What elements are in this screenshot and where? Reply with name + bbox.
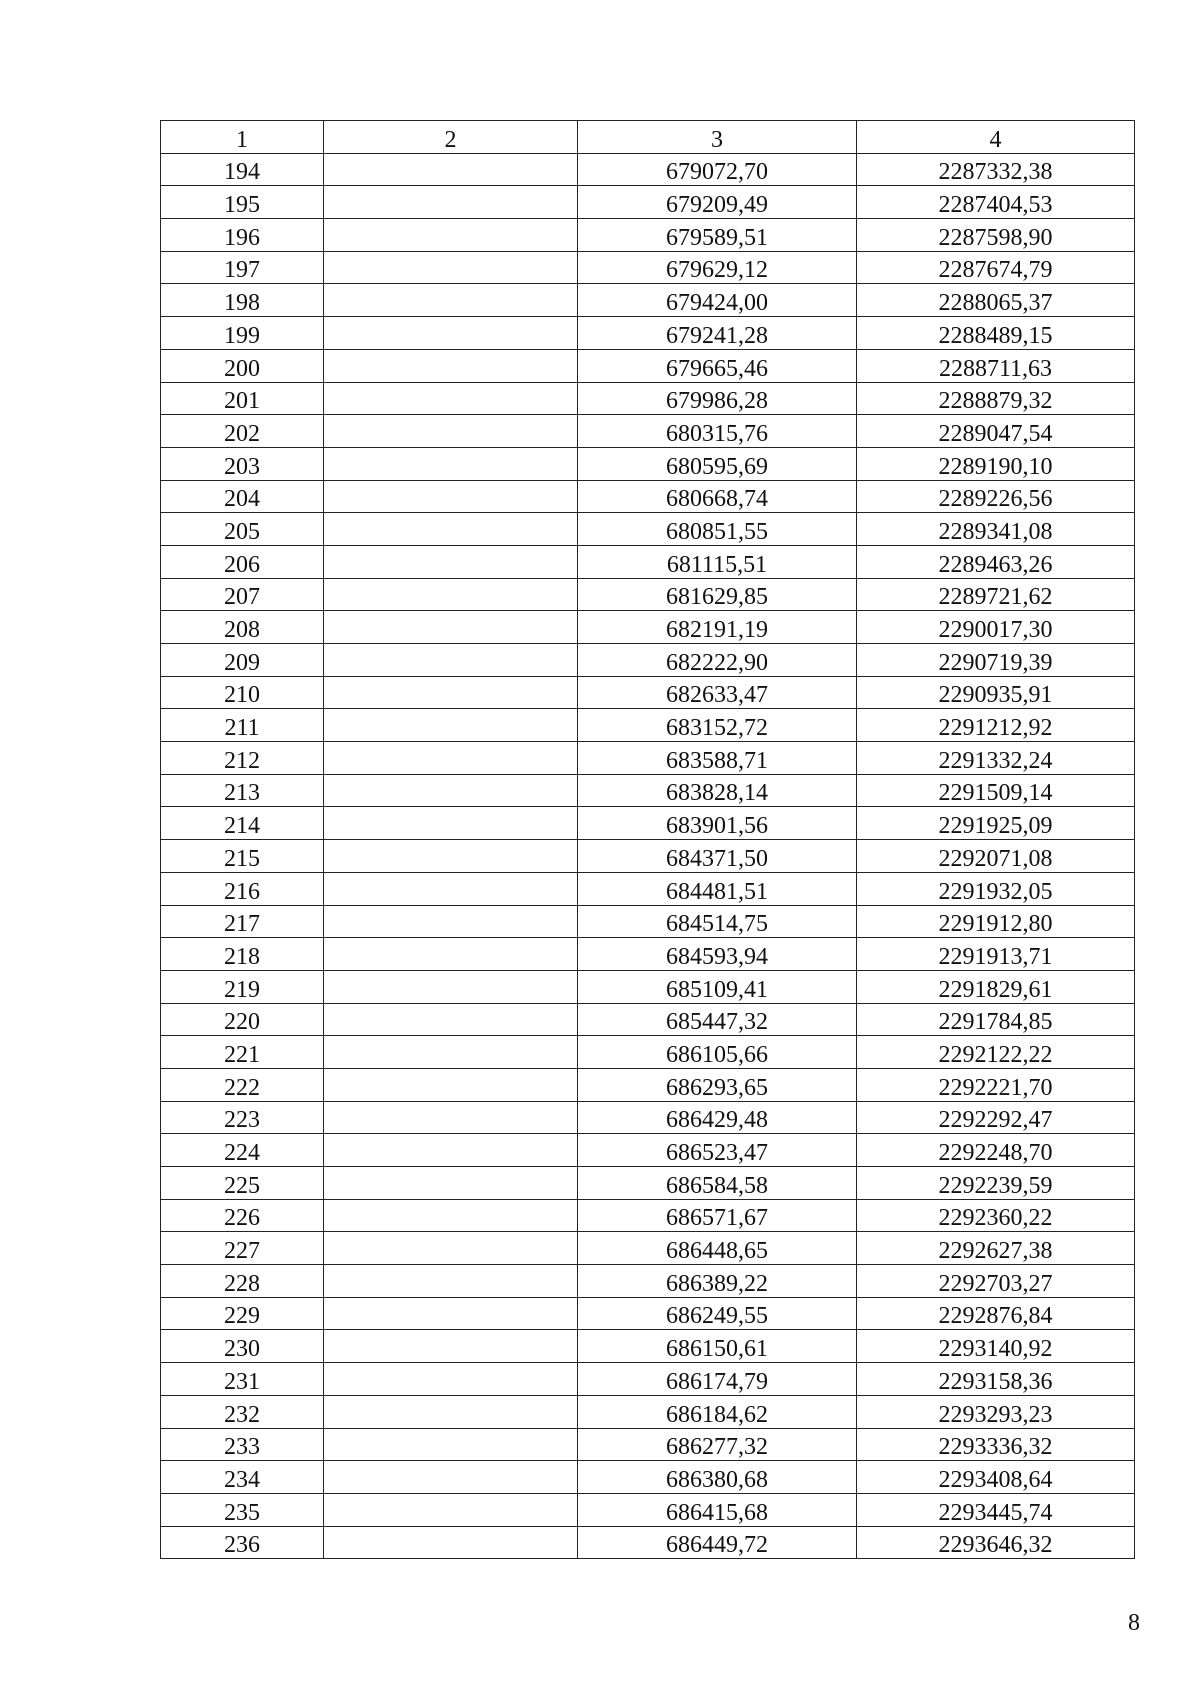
y-coordinate-cell: 2287404,53 bbox=[857, 186, 1135, 219]
x-coordinate-cell: 682222,90 bbox=[578, 644, 857, 677]
x-coordinate-cell: 686584,58 bbox=[578, 1167, 857, 1200]
point-number-cell: 210 bbox=[161, 676, 324, 709]
table-row bbox=[161, 676, 1135, 709]
point-number-cell: 225 bbox=[161, 1167, 324, 1200]
column-header-3: 3 bbox=[578, 121, 857, 154]
empty-cell bbox=[324, 1395, 578, 1428]
empty-cell bbox=[324, 317, 578, 350]
point-number-cell: 231 bbox=[161, 1363, 324, 1396]
x-coordinate-cell: 686293,65 bbox=[578, 1068, 857, 1101]
y-coordinate-cell: 2292292,47 bbox=[857, 1101, 1135, 1134]
empty-cell bbox=[324, 219, 578, 252]
table-row bbox=[161, 219, 1135, 252]
table-row bbox=[161, 872, 1135, 905]
table-row bbox=[161, 251, 1135, 284]
table-body bbox=[161, 153, 1135, 1559]
x-coordinate-cell: 684371,50 bbox=[578, 840, 857, 873]
y-coordinate-cell: 2289463,26 bbox=[857, 545, 1135, 578]
empty-cell bbox=[324, 644, 578, 677]
empty-cell bbox=[324, 1101, 578, 1134]
empty-cell bbox=[324, 1003, 578, 1036]
empty-cell bbox=[324, 774, 578, 807]
table-row bbox=[161, 1297, 1135, 1330]
point-number-cell: 201 bbox=[161, 382, 324, 415]
table-row bbox=[161, 644, 1135, 677]
table-row bbox=[161, 742, 1135, 775]
x-coordinate-cell: 686571,67 bbox=[578, 1199, 857, 1232]
point-number-cell: 209 bbox=[161, 644, 324, 677]
x-coordinate-cell: 681115,51 bbox=[578, 545, 857, 578]
y-coordinate-cell: 2288711,63 bbox=[857, 349, 1135, 382]
x-coordinate-cell: 686380,68 bbox=[578, 1461, 857, 1494]
point-number-cell: 224 bbox=[161, 1134, 324, 1167]
table-row bbox=[161, 513, 1135, 546]
x-coordinate-cell: 679986,28 bbox=[578, 382, 857, 415]
point-number-cell: 208 bbox=[161, 611, 324, 644]
y-coordinate-cell: 2289047,54 bbox=[857, 415, 1135, 448]
point-number-cell: 220 bbox=[161, 1003, 324, 1036]
table-row bbox=[161, 1330, 1135, 1363]
y-coordinate-cell: 2289341,08 bbox=[857, 513, 1135, 546]
point-number-cell: 235 bbox=[161, 1493, 324, 1526]
point-number-cell: 213 bbox=[161, 774, 324, 807]
y-coordinate-cell: 2292239,59 bbox=[857, 1167, 1135, 1200]
empty-cell bbox=[324, 1232, 578, 1265]
empty-cell bbox=[324, 872, 578, 905]
x-coordinate-cell: 679241,28 bbox=[578, 317, 857, 350]
point-number-cell: 211 bbox=[161, 709, 324, 742]
empty-cell bbox=[324, 578, 578, 611]
point-number-cell: 212 bbox=[161, 742, 324, 775]
table-row bbox=[161, 970, 1135, 1003]
x-coordinate-cell: 680315,76 bbox=[578, 415, 857, 448]
point-number-cell: 222 bbox=[161, 1068, 324, 1101]
empty-cell bbox=[324, 251, 578, 284]
y-coordinate-cell: 2292627,38 bbox=[857, 1232, 1135, 1265]
empty-cell bbox=[324, 970, 578, 1003]
y-coordinate-cell: 2292221,70 bbox=[857, 1068, 1135, 1101]
y-coordinate-cell: 2290017,30 bbox=[857, 611, 1135, 644]
empty-cell bbox=[324, 709, 578, 742]
y-coordinate-cell: 2293336,32 bbox=[857, 1428, 1135, 1461]
x-coordinate-cell: 686449,72 bbox=[578, 1526, 857, 1559]
x-coordinate-cell: 684481,51 bbox=[578, 872, 857, 905]
y-coordinate-cell: 2287674,79 bbox=[857, 251, 1135, 284]
x-coordinate-cell: 686429,48 bbox=[578, 1101, 857, 1134]
empty-cell bbox=[324, 415, 578, 448]
y-coordinate-cell: 2291925,09 bbox=[857, 807, 1135, 840]
table-row bbox=[161, 938, 1135, 971]
x-coordinate-cell: 686105,66 bbox=[578, 1036, 857, 1069]
y-coordinate-cell: 2288489,15 bbox=[857, 317, 1135, 350]
empty-cell bbox=[324, 938, 578, 971]
table-row bbox=[161, 480, 1135, 513]
empty-cell bbox=[324, 545, 578, 578]
y-coordinate-cell: 2293646,32 bbox=[857, 1526, 1135, 1559]
empty-cell bbox=[324, 1199, 578, 1232]
table-row bbox=[161, 186, 1135, 219]
y-coordinate-cell: 2289721,62 bbox=[857, 578, 1135, 611]
table-row bbox=[161, 1101, 1135, 1134]
y-coordinate-cell: 2291212,92 bbox=[857, 709, 1135, 742]
empty-cell bbox=[324, 742, 578, 775]
empty-cell bbox=[324, 1297, 578, 1330]
point-number-cell: 232 bbox=[161, 1395, 324, 1428]
point-number-cell: 202 bbox=[161, 415, 324, 448]
table-row bbox=[161, 709, 1135, 742]
table-row bbox=[161, 545, 1135, 578]
y-coordinate-cell: 2289226,56 bbox=[857, 480, 1135, 513]
y-coordinate-cell: 2292876,84 bbox=[857, 1297, 1135, 1330]
x-coordinate-cell: 679589,51 bbox=[578, 219, 857, 252]
table-row bbox=[161, 447, 1135, 480]
x-coordinate-cell: 683901,56 bbox=[578, 807, 857, 840]
table-row bbox=[161, 905, 1135, 938]
x-coordinate-cell: 683588,71 bbox=[578, 742, 857, 775]
point-number-cell: 230 bbox=[161, 1330, 324, 1363]
point-number-cell: 221 bbox=[161, 1036, 324, 1069]
y-coordinate-cell: 2287598,90 bbox=[857, 219, 1135, 252]
empty-cell bbox=[324, 611, 578, 644]
table-row bbox=[161, 807, 1135, 840]
point-number-cell: 199 bbox=[161, 317, 324, 350]
x-coordinate-cell: 680851,55 bbox=[578, 513, 857, 546]
point-number-cell: 233 bbox=[161, 1428, 324, 1461]
empty-cell bbox=[324, 807, 578, 840]
point-number-cell: 195 bbox=[161, 186, 324, 219]
table-row bbox=[161, 578, 1135, 611]
point-number-cell: 197 bbox=[161, 251, 324, 284]
empty-cell bbox=[324, 447, 578, 480]
point-number-cell: 228 bbox=[161, 1265, 324, 1298]
point-number-cell: 234 bbox=[161, 1461, 324, 1494]
y-coordinate-cell: 2290935,91 bbox=[857, 676, 1135, 709]
point-number-cell: 194 bbox=[161, 153, 324, 186]
empty-cell bbox=[324, 382, 578, 415]
y-coordinate-cell: 2292122,22 bbox=[857, 1036, 1135, 1069]
x-coordinate-cell: 683152,72 bbox=[578, 709, 857, 742]
y-coordinate-cell: 2293293,23 bbox=[857, 1395, 1135, 1428]
y-coordinate-cell: 2289190,10 bbox=[857, 447, 1135, 480]
x-coordinate-cell: 685109,41 bbox=[578, 970, 857, 1003]
y-coordinate-cell: 2288879,32 bbox=[857, 382, 1135, 415]
table-row bbox=[161, 1232, 1135, 1265]
empty-cell bbox=[324, 1265, 578, 1298]
x-coordinate-cell: 679209,49 bbox=[578, 186, 857, 219]
point-number-cell: 223 bbox=[161, 1101, 324, 1134]
x-coordinate-cell: 679424,00 bbox=[578, 284, 857, 317]
page-number: 8 bbox=[1128, 1610, 1140, 1636]
table-row bbox=[161, 1461, 1135, 1494]
y-coordinate-cell: 2292071,08 bbox=[857, 840, 1135, 873]
point-number-cell: 219 bbox=[161, 970, 324, 1003]
y-coordinate-cell: 2292703,27 bbox=[857, 1265, 1135, 1298]
table-row bbox=[161, 1134, 1135, 1167]
x-coordinate-cell: 686448,65 bbox=[578, 1232, 857, 1265]
x-coordinate-cell: 686150,61 bbox=[578, 1330, 857, 1363]
y-coordinate-cell: 2290719,39 bbox=[857, 644, 1135, 677]
empty-cell bbox=[324, 284, 578, 317]
x-coordinate-cell: 685447,32 bbox=[578, 1003, 857, 1036]
empty-cell bbox=[324, 1461, 578, 1494]
x-coordinate-cell: 680595,69 bbox=[578, 447, 857, 480]
table-row bbox=[161, 349, 1135, 382]
x-coordinate-cell: 686277,32 bbox=[578, 1428, 857, 1461]
y-coordinate-cell: 2291829,61 bbox=[857, 970, 1135, 1003]
point-number-cell: 218 bbox=[161, 938, 324, 971]
table-row bbox=[161, 774, 1135, 807]
table-row bbox=[161, 1003, 1135, 1036]
table-row bbox=[161, 611, 1135, 644]
x-coordinate-cell: 679072,70 bbox=[578, 153, 857, 186]
point-number-cell: 205 bbox=[161, 513, 324, 546]
y-coordinate-cell: 2291932,05 bbox=[857, 872, 1135, 905]
y-coordinate-cell: 2291912,80 bbox=[857, 905, 1135, 938]
x-coordinate-cell: 679665,46 bbox=[578, 349, 857, 382]
y-coordinate-cell: 2293408,64 bbox=[857, 1461, 1135, 1494]
y-coordinate-cell: 2287332,38 bbox=[857, 153, 1135, 186]
x-coordinate-cell: 686249,55 bbox=[578, 1297, 857, 1330]
table-row bbox=[161, 1395, 1135, 1428]
column-header-4: 4 bbox=[857, 121, 1135, 154]
table-row bbox=[161, 840, 1135, 873]
x-coordinate-cell: 686415,68 bbox=[578, 1493, 857, 1526]
table-row bbox=[161, 415, 1135, 448]
empty-cell bbox=[324, 1363, 578, 1396]
coordinates-table bbox=[160, 120, 1135, 1559]
x-coordinate-cell: 682191,19 bbox=[578, 611, 857, 644]
x-coordinate-cell: 686174,79 bbox=[578, 1363, 857, 1396]
x-coordinate-cell: 686523,47 bbox=[578, 1134, 857, 1167]
empty-cell bbox=[324, 1068, 578, 1101]
table-row bbox=[161, 1167, 1135, 1200]
table-row bbox=[161, 1493, 1135, 1526]
point-number-cell: 214 bbox=[161, 807, 324, 840]
y-coordinate-cell: 2293140,92 bbox=[857, 1330, 1135, 1363]
empty-cell bbox=[324, 905, 578, 938]
empty-cell bbox=[324, 1167, 578, 1200]
empty-cell bbox=[324, 513, 578, 546]
x-coordinate-cell: 679629,12 bbox=[578, 251, 857, 284]
point-number-cell: 200 bbox=[161, 349, 324, 382]
empty-cell bbox=[324, 1428, 578, 1461]
y-coordinate-cell: 2293158,36 bbox=[857, 1363, 1135, 1396]
table-row bbox=[161, 1363, 1135, 1396]
column-header-1: 1 bbox=[161, 121, 324, 154]
x-coordinate-cell: 684514,75 bbox=[578, 905, 857, 938]
table-header-row bbox=[161, 121, 1135, 154]
table-row bbox=[161, 317, 1135, 350]
point-number-cell: 229 bbox=[161, 1297, 324, 1330]
y-coordinate-cell: 2292248,70 bbox=[857, 1134, 1135, 1167]
table-row bbox=[161, 1526, 1135, 1559]
table-row bbox=[161, 1265, 1135, 1298]
point-number-cell: 215 bbox=[161, 840, 324, 873]
table-row bbox=[161, 1068, 1135, 1101]
point-number-cell: 196 bbox=[161, 219, 324, 252]
point-number-cell: 198 bbox=[161, 284, 324, 317]
y-coordinate-cell: 2291509,14 bbox=[857, 774, 1135, 807]
column-header-2: 2 bbox=[324, 121, 578, 154]
point-number-cell: 204 bbox=[161, 480, 324, 513]
point-number-cell: 217 bbox=[161, 905, 324, 938]
empty-cell bbox=[324, 1036, 578, 1069]
x-coordinate-cell: 686184,62 bbox=[578, 1395, 857, 1428]
x-coordinate-cell: 683828,14 bbox=[578, 774, 857, 807]
table-row bbox=[161, 1199, 1135, 1232]
table-row bbox=[161, 1036, 1135, 1069]
empty-cell bbox=[324, 1526, 578, 1559]
empty-cell bbox=[324, 480, 578, 513]
point-number-cell: 206 bbox=[161, 545, 324, 578]
y-coordinate-cell: 2291913,71 bbox=[857, 938, 1135, 971]
empty-cell bbox=[324, 349, 578, 382]
table-row bbox=[161, 284, 1135, 317]
empty-cell bbox=[324, 1493, 578, 1526]
point-number-cell: 226 bbox=[161, 1199, 324, 1232]
table-row bbox=[161, 382, 1135, 415]
y-coordinate-cell: 2293445,74 bbox=[857, 1493, 1135, 1526]
point-number-cell: 207 bbox=[161, 578, 324, 611]
point-number-cell: 203 bbox=[161, 447, 324, 480]
x-coordinate-cell: 680668,74 bbox=[578, 480, 857, 513]
table-row bbox=[161, 153, 1135, 186]
y-coordinate-cell: 2292360,22 bbox=[857, 1199, 1135, 1232]
y-coordinate-cell: 2291784,85 bbox=[857, 1003, 1135, 1036]
empty-cell bbox=[324, 840, 578, 873]
x-coordinate-cell: 681629,85 bbox=[578, 578, 857, 611]
table-row bbox=[161, 1428, 1135, 1461]
x-coordinate-cell: 686389,22 bbox=[578, 1265, 857, 1298]
x-coordinate-cell: 684593,94 bbox=[578, 938, 857, 971]
x-coordinate-cell: 682633,47 bbox=[578, 676, 857, 709]
y-coordinate-cell: 2291332,24 bbox=[857, 742, 1135, 775]
point-number-cell: 236 bbox=[161, 1526, 324, 1559]
point-number-cell: 227 bbox=[161, 1232, 324, 1265]
point-number-cell: 216 bbox=[161, 872, 324, 905]
empty-cell bbox=[324, 153, 578, 186]
y-coordinate-cell: 2288065,37 bbox=[857, 284, 1135, 317]
empty-cell bbox=[324, 186, 578, 219]
empty-cell bbox=[324, 1134, 578, 1167]
empty-cell bbox=[324, 1330, 578, 1363]
empty-cell bbox=[324, 676, 578, 709]
